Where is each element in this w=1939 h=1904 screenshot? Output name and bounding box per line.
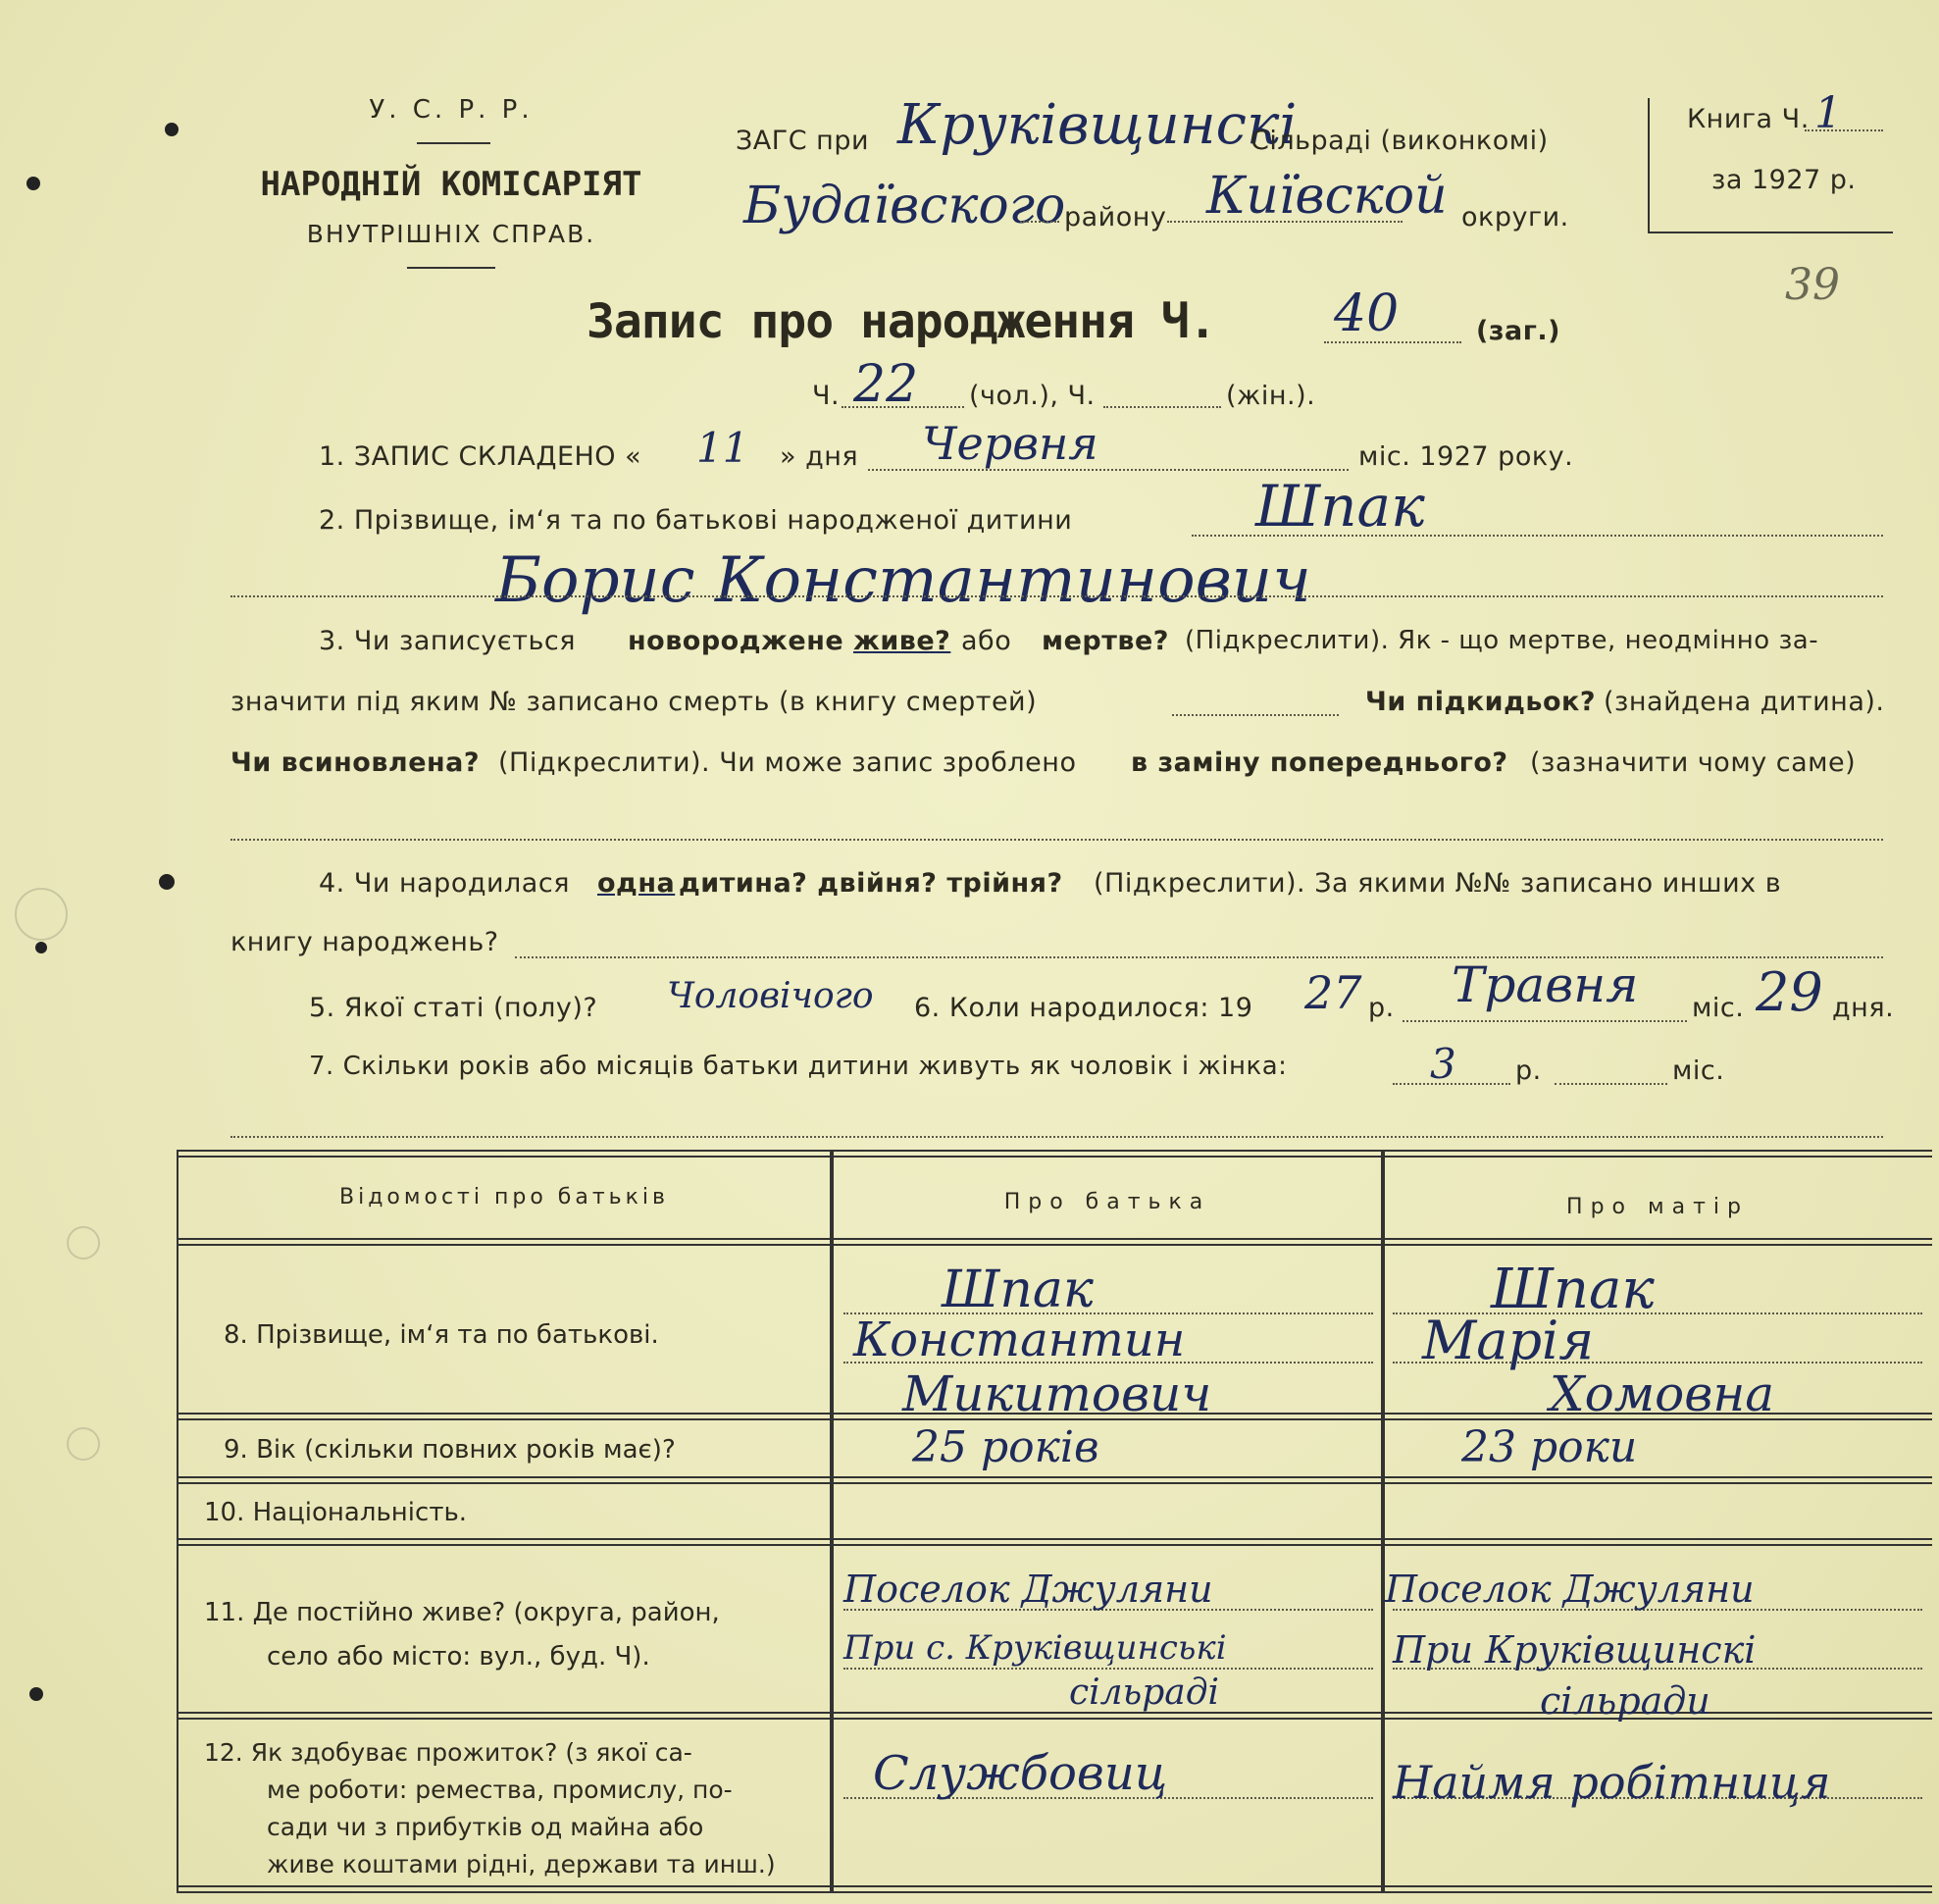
mother-occupation: Наймя робітниця — [1393, 1756, 1831, 1809]
title-chol: (чол.), Ч. — [969, 381, 1096, 411]
item4-line1d: (Підкреслити). За якими №№ записано инших в — [1094, 868, 1782, 899]
item1-day-suffix: » дня — [780, 441, 859, 472]
book-year: за 1927 р. — [1711, 165, 1857, 195]
father-residence-3: сільраді — [1069, 1672, 1220, 1713]
district-label: району — [1064, 202, 1167, 232]
fill-line — [230, 1136, 1883, 1138]
father-surname: Шпак — [942, 1261, 1094, 1319]
row12-label-line2: ме роботи: ремества, промислу, по- — [267, 1775, 733, 1804]
item3-dead: мертве? — [1042, 626, 1169, 656]
item6-month-handwritten: Травня — [1452, 956, 1639, 1013]
okrug-label: округи. — [1461, 202, 1569, 232]
zags-prefix: ЗАГС при — [736, 126, 870, 156]
fill-line — [230, 595, 1883, 597]
item3-adopted: Чи всиновлена? — [230, 747, 481, 778]
father-occupation: Службовиц — [873, 1746, 1168, 1801]
fill-line — [842, 406, 964, 408]
item3-line3b: (Підкреслити). Чи може запис зроблено — [498, 747, 1077, 778]
item3-line1f: (Підкреслити). Як - що мертве, неодмінно за- — [1185, 626, 1819, 655]
header-dept: ВНУТРІШНІХ СПРАВ. — [306, 220, 596, 248]
table-border — [177, 1476, 1932, 1484]
fill-line — [230, 839, 1883, 841]
table-border — [830, 1150, 834, 1891]
item3-line2a: значити під яким № записано смерть (в книгу смертей) — [230, 687, 1038, 717]
item3-line1a: 3. Чи записується — [319, 626, 576, 656]
binding-ring — [15, 888, 68, 941]
book-box-left — [1648, 98, 1650, 233]
table-header-father: Про батька — [1003, 1190, 1211, 1214]
table-header-mother: Про матір — [1566, 1195, 1749, 1219]
title-zag: (заг.) — [1476, 316, 1560, 346]
fill-line — [1805, 129, 1883, 131]
fill-line — [1403, 1020, 1687, 1022]
item1-month-handwritten: Червня — [922, 417, 1098, 470]
divider — [417, 142, 490, 144]
table-header-info: Відомості про батьків — [339, 1185, 669, 1209]
row9-label: 9. Вік (скільки повних років має)? — [224, 1435, 676, 1465]
item7-label: 7. Скільки років або місяців батьки дитини живуть як чоловік і жінка: — [309, 1052, 1288, 1081]
item4-line2: книгу народжень? — [230, 927, 499, 957]
record-title: Запис про народження Ч. — [587, 294, 1216, 349]
record-number-handwritten: 40 — [1334, 284, 1400, 343]
item4-line1a: 4. Чи народилася — [319, 868, 570, 899]
corner-number: 39 — [1785, 260, 1840, 310]
father-patronymic: Микитович — [902, 1365, 1212, 1422]
council-handwritten: Круківщинскі — [897, 93, 1298, 157]
fill-line — [1192, 535, 1883, 537]
mother-residence-3: сільради — [1540, 1679, 1710, 1723]
fill-line — [1020, 221, 1059, 223]
punch-hole — [29, 1687, 43, 1701]
title-zhin: (жін.). — [1226, 381, 1316, 411]
item3-foundling: Чи підкидьок? — [1365, 687, 1597, 717]
item7-r: р. — [1515, 1055, 1542, 1086]
fill-line — [1103, 406, 1221, 408]
item4-options: дитина? двійня? трійня? — [679, 868, 1063, 899]
item6-label: 6. Коли народилося: 19 — [914, 993, 1253, 1023]
header-commissariat: НАРОДНІЙ КОМІСАРІЯТ — [260, 165, 642, 204]
item3-line2c: (знайдена дитина). — [1604, 687, 1885, 717]
fill-line — [515, 956, 1883, 958]
item5-sex-handwritten: Чоловічого — [667, 976, 874, 1016]
father-residence-1: Поселок Джуляни — [843, 1568, 1213, 1611]
item6-r: р. — [1368, 993, 1395, 1023]
binding-ring — [67, 1427, 100, 1461]
item3-replacement: в заміну попереднього? — [1131, 747, 1508, 778]
fill-line — [1393, 1083, 1510, 1085]
fill-line — [1324, 341, 1461, 343]
mother-surname: Шпак — [1491, 1258, 1655, 1321]
item1-label: 1. ЗАПИС СКЛАДЕНО « — [319, 441, 642, 472]
table-border — [1381, 1150, 1385, 1891]
male-number-handwritten: 22 — [853, 355, 919, 414]
book-number-handwritten: 1 — [1814, 88, 1842, 138]
item2-label: 2. Прізвище, ім‘я та по батькові народженої дитини — [319, 505, 1073, 536]
punch-hole — [165, 123, 179, 136]
punch-hole — [35, 942, 47, 953]
item5-label: 5. Якої статі (полу)? — [309, 993, 598, 1023]
mother-residence-1: Поселок Джуляни — [1385, 1568, 1755, 1611]
item3-alive: живе? — [853, 626, 951, 656]
item3-line3d: (зазначити чому саме) — [1530, 747, 1857, 778]
item1-year: міс. 1927 року. — [1358, 441, 1574, 472]
header-country: У. С. Р. Р. — [369, 95, 534, 125]
item3-or: або — [961, 626, 1012, 656]
item3-newborn: новороджене — [628, 626, 844, 656]
item6-mis: міс. — [1692, 993, 1745, 1023]
mother-residence-2: При Круківщинскі — [1393, 1628, 1757, 1672]
book-box-bottom — [1648, 232, 1893, 233]
binding-ring — [67, 1226, 100, 1260]
mother-name: Марія — [1422, 1310, 1595, 1371]
item7-years-handwritten: 3 — [1430, 1040, 1456, 1088]
table-border — [177, 1238, 1932, 1246]
table-border — [177, 1150, 179, 1891]
row12-label-line1: 12. Як здобуває прожиток? (з якої са- — [204, 1738, 692, 1767]
okrug-handwritten: Київской — [1206, 167, 1448, 226]
item6-year-handwritten: 27 — [1304, 966, 1362, 1019]
item4-single: одна — [597, 868, 676, 899]
father-name: Константин — [853, 1312, 1186, 1367]
row12-label-line3: сади чи з прибутків од майна або — [267, 1813, 704, 1841]
punch-hole — [26, 177, 40, 190]
table-border — [177, 1150, 1932, 1158]
book-label: Книга Ч. — [1687, 104, 1810, 134]
child-surname-handwritten: Шпак — [1255, 473, 1425, 540]
council-suffix: Сільраді (виконкомі) — [1250, 126, 1549, 156]
child-name-handwritten: Борис Константинович — [495, 544, 1311, 617]
mother-patronymic: Хомовна — [1550, 1365, 1775, 1422]
row8-label: 8. Прізвище, ім‘я та по батькові. — [224, 1320, 659, 1350]
item7-mis: міс. — [1672, 1055, 1725, 1086]
title-ch: Ч. — [812, 381, 841, 411]
punch-hole — [159, 874, 175, 890]
table-border — [177, 1538, 1932, 1546]
fill-line — [868, 469, 1349, 471]
table-border — [177, 1885, 1932, 1893]
fill-line — [1172, 714, 1339, 716]
item6-day-handwritten: 29 — [1756, 961, 1823, 1023]
father-residence-2: При с. Круківщинські — [843, 1628, 1227, 1668]
row12-label-line4: живе коштами рідні, держави та инш.) — [267, 1850, 776, 1878]
row10-label: 10. Національність. — [204, 1498, 468, 1527]
divider — [407, 267, 495, 269]
row11-label-line1: 11. Де постійно живе? (округа, район, — [204, 1598, 720, 1627]
row11-label-line2: село або місто: вул., буд. Ч). — [267, 1642, 650, 1672]
item6-dnia: дня. — [1832, 993, 1895, 1023]
district-handwritten: Будаївского — [743, 177, 1066, 235]
father-age: 25 років — [912, 1422, 1099, 1472]
fill-line — [843, 1668, 1373, 1670]
item1-day-handwritten: 11 — [696, 424, 749, 472]
mother-age: 23 роки — [1461, 1422, 1638, 1472]
fill-line — [1555, 1083, 1667, 1085]
